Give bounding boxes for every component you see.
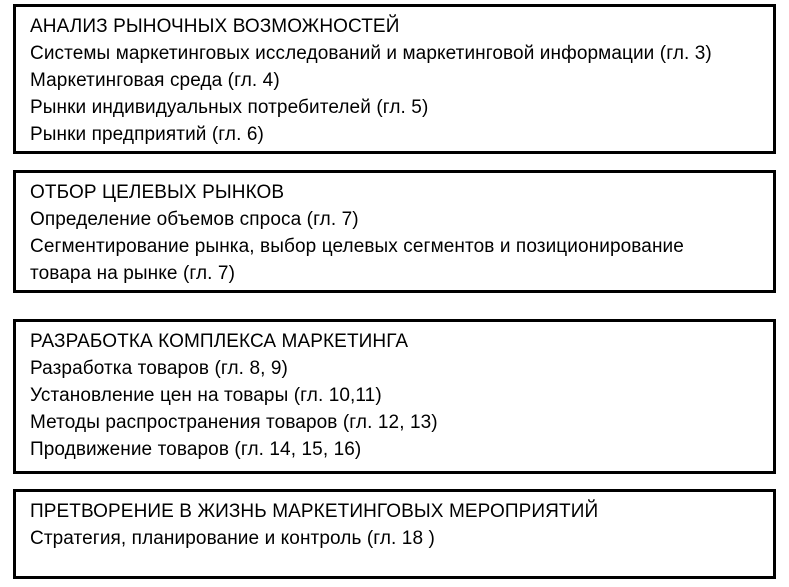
diagram-block <box>13 4 776 154</box>
block-line-list <box>30 525 759 552</box>
diagram-block <box>13 489 776 579</box>
block-line: Стратегия, планирование и контроль (гл. 18 ) <box>30 528 435 549</box>
block-line: Методы распространения товаров (гл. 12, 13) <box>30 412 438 433</box>
block-line-list <box>30 206 759 287</box>
diagram-block <box>13 319 776 474</box>
block-title: РАЗРАБОТКА КОМПЛЕКСА МАРКЕТИНГА <box>30 331 409 352</box>
block-line: Сегментирование рынка, выбор целевых сегментов и позиционирование <box>30 236 684 257</box>
block-line: Рынки предприятий (гл. 6) <box>30 124 264 145</box>
block-line: Разработка товаров (гл. 8, 9) <box>30 358 288 379</box>
block-line-list <box>30 355 759 463</box>
block-line: Системы маркетинговых исследований и маркетинговой информации (гл. 3) <box>30 43 712 64</box>
block-line: Установление цен на товары (гл. 10,11) <box>30 385 382 406</box>
block-line: товара на рынке (гл. 7) <box>30 263 236 284</box>
block-line-list <box>30 40 759 148</box>
block-title: ПРЕТВОРЕНИЕ В ЖИЗНЬ МАРКЕТИНГОВЫХ МЕРОПРИЯТИЙ <box>30 501 599 522</box>
block-line: Определение объемов спроса (гл. 7) <box>30 209 359 230</box>
block-line: Маркетинговая среда (гл. 4) <box>30 70 280 91</box>
block-line: Продвижение товаров (гл. 14, 15, 16) <box>30 439 362 460</box>
block-title: ОТБОР ЦЕЛЕВЫХ РЫНКОВ <box>30 182 285 203</box>
block-line: Рынки индивидуальных потребителей (гл. 5) <box>30 97 429 118</box>
diagram-block <box>13 170 776 293</box>
block-title: АНАЛИЗ РЫНОЧНЫХ ВОЗМОЖНОСТЕЙ <box>30 16 400 37</box>
